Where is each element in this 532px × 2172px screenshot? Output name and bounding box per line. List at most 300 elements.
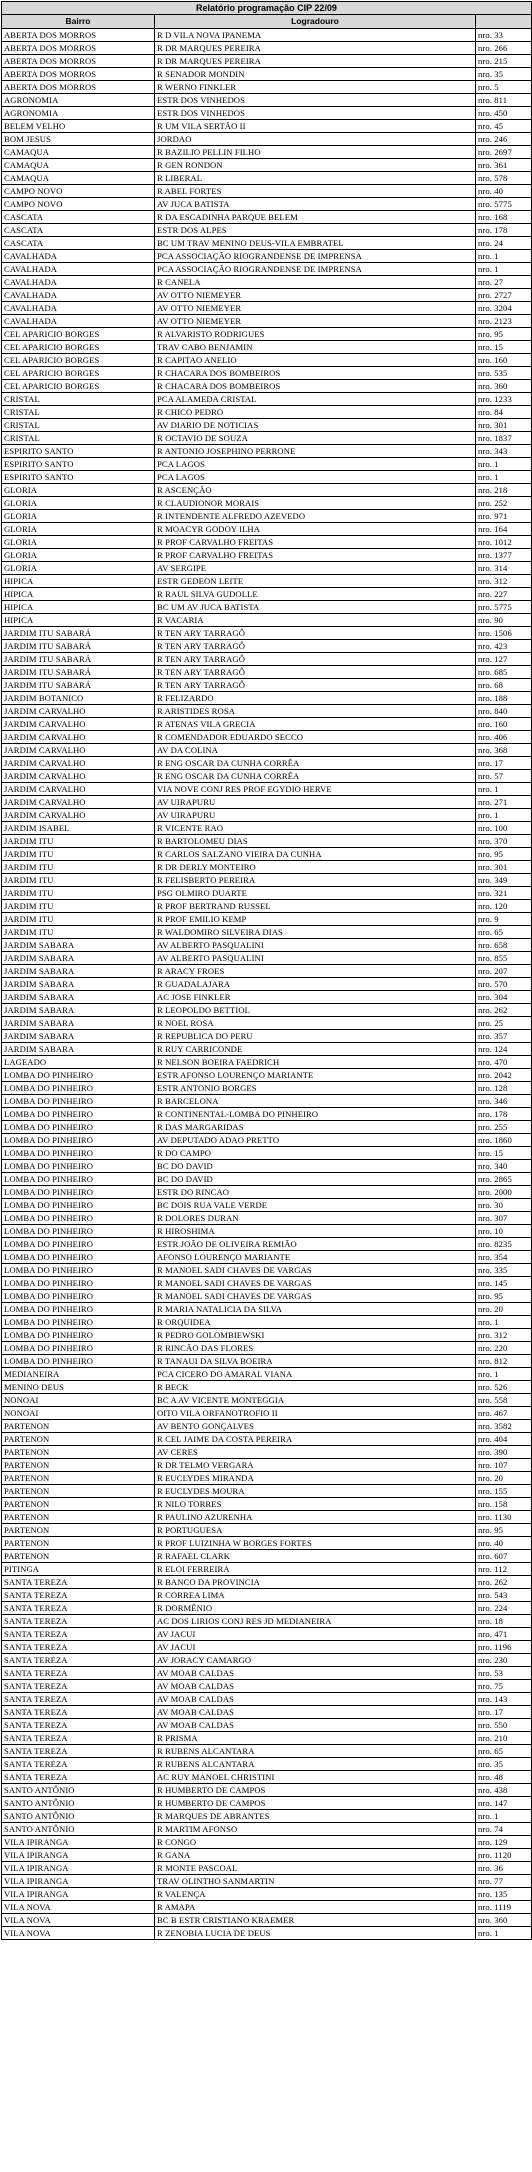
table-row: [2, 614, 532, 627]
cell-logradouro: R BECK: [155, 1381, 476, 1394]
table-row: [2, 42, 532, 55]
cell-logradouro: AV JUCA BATISTA: [155, 198, 476, 211]
table-row: [2, 1407, 532, 1420]
cell-numero: nro. 207: [476, 965, 532, 978]
table-row: [2, 497, 532, 510]
cell-numero: nro. 1377: [476, 549, 532, 562]
cell-logradouro: BC DO DAVID: [155, 1160, 476, 1173]
cell-numero: nro. 467: [476, 1407, 532, 1420]
table-row: [2, 393, 532, 406]
table-row: [2, 484, 532, 497]
cell-logradouro: R RUBENS ALCANTARA: [155, 1745, 476, 1758]
cell-bairro: AGRONOMIA: [2, 94, 155, 107]
cell-bairro: ESPIRITO SANTO: [2, 458, 155, 471]
cell-logradouro: AV DA COLINA: [155, 744, 476, 757]
cell-bairro: CAVALHADA: [2, 276, 155, 289]
cell-bairro: JARDIM ITU: [2, 887, 155, 900]
table-row: [2, 900, 532, 913]
table-row: [2, 1199, 532, 1212]
cell-bairro: VILA NOVA: [2, 1927, 155, 1940]
cell-numero: nro. 5: [476, 81, 532, 94]
cell-bairro: CEL APARICIO BORGES: [2, 341, 155, 354]
cell-numero: nro. 1: [476, 809, 532, 822]
table-row: [2, 1667, 532, 1680]
table-row: [2, 757, 532, 770]
cell-bairro: JARDIM ITU: [2, 861, 155, 874]
cell-logradouro: R MARIA NATALICIA DA SILVA: [155, 1303, 476, 1316]
cell-numero: nro. 971: [476, 510, 532, 523]
cell-logradouro: BC DO DAVID: [155, 1173, 476, 1186]
table-row: [2, 1381, 532, 1394]
cell-logradouro: VIA NOVE CONJ RES PROF EGYDIO HERVE: [155, 783, 476, 796]
table-row: [2, 1017, 532, 1030]
cell-bairro: LOMBA DO PINHEIRO: [2, 1303, 155, 1316]
cell-numero: nro. 343: [476, 445, 532, 458]
cell-logradouro: BC A AV VICENTE MONTEGGIA: [155, 1394, 476, 1407]
cell-logradouro: R RAUL SILVA GUDOLLE: [155, 588, 476, 601]
table-row: [2, 575, 532, 588]
table-row: [2, 1225, 532, 1238]
cell-numero: nro. 168: [476, 211, 532, 224]
cell-logradouro: AV MOAB CALDAS: [155, 1680, 476, 1693]
cell-numero: nro. 535: [476, 367, 532, 380]
cell-logradouro: R DR DERLY MONTEIRO: [155, 861, 476, 874]
table-row: [2, 133, 532, 146]
cell-bairro: JARDIM ITU SABARÁ: [2, 666, 155, 679]
cell-numero: nro. 812: [476, 1355, 532, 1368]
table-row: [2, 1706, 532, 1719]
table-row: [2, 29, 532, 42]
cell-numero: nro. 1: [476, 783, 532, 796]
cell-logradouro: R HIROSHIMA: [155, 1225, 476, 1238]
table-row: [2, 1316, 532, 1329]
cell-bairro: VILA NOVA: [2, 1914, 155, 1927]
cell-numero: nro. 570: [476, 978, 532, 991]
cell-logradouro: R HUMBERTO DE CAMPOS: [155, 1784, 476, 1797]
cell-logradouro: R PROF CARVALHO FREITAS: [155, 536, 476, 549]
cell-numero: nro. 95: [476, 1290, 532, 1303]
cell-bairro: SANTA TEREZA: [2, 1589, 155, 1602]
cell-logradouro: BC UM TRAV MENINO DEUS-VILA EMBRATEL: [155, 237, 476, 250]
table-row: [2, 445, 532, 458]
table-row: [2, 679, 532, 692]
cell-bairro: JARDIM SABARA: [2, 991, 155, 1004]
cell-logradouro: R ARACY FROES: [155, 965, 476, 978]
cell-numero: nro. 36: [476, 1862, 532, 1875]
cell-logradouro: R LIBERAL: [155, 172, 476, 185]
cell-logradouro: R CONTINENTAL-LOMBA DO PINHEIRO: [155, 1108, 476, 1121]
cell-numero: nro. 360: [476, 380, 532, 393]
table-row: [2, 523, 532, 536]
cell-bairro: ABERTA DOS MORROS: [2, 55, 155, 68]
table-row: [2, 159, 532, 172]
cell-bairro: SANTA TEREZA: [2, 1667, 155, 1680]
cell-numero: nro. 127: [476, 653, 532, 666]
cell-bairro: LOMBA DO PINHEIRO: [2, 1342, 155, 1355]
cell-bairro: LOMBA DO PINHEIRO: [2, 1095, 155, 1108]
cell-bairro: JARDIM CARVALHO: [2, 757, 155, 770]
cell-logradouro: R ANTONIO JOSEPHINO PERRONE: [155, 445, 476, 458]
cell-bairro: PARTENON: [2, 1459, 155, 1472]
table-row: [2, 874, 532, 887]
cell-bairro: LOMBA DO PINHEIRO: [2, 1251, 155, 1264]
cell-logradouro: R ORQUIDEA: [155, 1316, 476, 1329]
cell-logradouro: AV OTTO NIEMEYER: [155, 315, 476, 328]
cell-bairro: SANTA TEREZA: [2, 1654, 155, 1667]
cell-logradouro: AV OTTO NIEMEYER: [155, 302, 476, 315]
cell-logradouro: R MOACYR GODOY ILHA: [155, 523, 476, 536]
cell-numero: nro. 658: [476, 939, 532, 952]
cell-bairro: AGRONOMIA: [2, 107, 155, 120]
cell-numero: nro. 3582: [476, 1420, 532, 1433]
cell-numero: nro. 95: [476, 328, 532, 341]
cell-numero: nro. 246: [476, 133, 532, 146]
cell-logradouro: R ELOI FERREIRA: [155, 1563, 476, 1576]
cell-logradouro: BC UM AV JUCA BATISTA: [155, 601, 476, 614]
cell-numero: nro. 75: [476, 1680, 532, 1693]
cell-bairro: JARDIM ITU: [2, 926, 155, 939]
cell-numero: nro. 2727: [476, 289, 532, 302]
cell-bairro: VILA IPIRANGA: [2, 1836, 155, 1849]
table-row: [2, 94, 532, 107]
cell-numero: nro. 1196: [476, 1641, 532, 1654]
cell-numero: nro. 160: [476, 354, 532, 367]
table-row: [2, 1433, 532, 1446]
cell-logradouro: R TEN ARY TARRAGÔ: [155, 653, 476, 666]
cell-bairro: ESPIRITO SANTO: [2, 471, 155, 484]
cell-numero: nro. 1506: [476, 627, 532, 640]
cell-numero: nro. 57: [476, 770, 532, 783]
table-row: [2, 1628, 532, 1641]
cell-bairro: JARDIM ITU: [2, 913, 155, 926]
cell-numero: nro. 1: [476, 1316, 532, 1329]
table-row: [2, 1472, 532, 1485]
cell-logradouro: R DR TELMO VERGARA: [155, 1459, 476, 1472]
table-row: [2, 224, 532, 237]
cell-bairro: JARDIM SABARA: [2, 952, 155, 965]
table-row: [2, 1056, 532, 1069]
cell-numero: nro. 321: [476, 887, 532, 900]
cell-numero: nro. 1860: [476, 1134, 532, 1147]
cell-bairro: CAVALHADA: [2, 315, 155, 328]
cell-bairro: VILA IPIRANGA: [2, 1888, 155, 1901]
cell-bairro: PARTENON: [2, 1511, 155, 1524]
cell-logradouro: R RINCÃO DAS FLORES: [155, 1342, 476, 1355]
cell-bairro: JARDIM CARVALHO: [2, 731, 155, 744]
table-row: [2, 354, 532, 367]
cell-numero: nro. 2000: [476, 1186, 532, 1199]
cell-logradouro: AC DOS LIRIOS CONJ RES JD MEDIANEIRA: [155, 1615, 476, 1628]
table-row: [2, 458, 532, 471]
cell-numero: nro. 1119: [476, 1901, 532, 1914]
table-row: [2, 1524, 532, 1537]
table-row: [2, 1719, 532, 1732]
cell-bairro: SANTO ANTÔNIO: [2, 1823, 155, 1836]
cell-bairro: HIPICA: [2, 588, 155, 601]
table-row: [2, 302, 532, 315]
cell-numero: nro. 450: [476, 107, 532, 120]
cell-bairro: CAVALHADA: [2, 263, 155, 276]
cell-logradouro: AV UIRAPURU: [155, 809, 476, 822]
cell-logradouro: PCA CICERO DO AMARAL VIANA: [155, 1368, 476, 1381]
table-row: [2, 146, 532, 159]
cell-bairro: GLORIA: [2, 536, 155, 549]
cell-numero: nro. 25: [476, 1017, 532, 1030]
table-row: [2, 172, 532, 185]
table-body: [2, 29, 532, 1940]
cell-bairro: SANTA TEREZA: [2, 1576, 155, 1589]
cell-logradouro: R ARISTIDES ROSA: [155, 705, 476, 718]
cell-numero: nro. 314: [476, 562, 532, 575]
cell-bairro: VILA IPIRANGA: [2, 1875, 155, 1888]
cell-bairro: MENINO DEUS: [2, 1381, 155, 1394]
cell-logradouro: R DR MARQUES PEREIRA: [155, 42, 476, 55]
cell-bairro: BELEM VELHO: [2, 120, 155, 133]
cell-logradouro: ESTR ANTONIO BORGES: [155, 1082, 476, 1095]
cell-logradouro: AV MOAB CALDAS: [155, 1693, 476, 1706]
cell-bairro: JARDIM CARVALHO: [2, 718, 155, 731]
cell-numero: nro. 84: [476, 406, 532, 419]
cell-logradouro: R CEL JAIME DA COSTA PEREIRA: [155, 1433, 476, 1446]
table-row: [2, 1212, 532, 1225]
cell-numero: nro. 77: [476, 1875, 532, 1888]
table-row: [2, 978, 532, 991]
table-row: [2, 601, 532, 614]
table-row: [2, 627, 532, 640]
table-row: [2, 1576, 532, 1589]
cell-bairro: JARDIM SABARA: [2, 965, 155, 978]
cell-numero: nro. 1: [476, 1368, 532, 1381]
table-row: [2, 198, 532, 211]
cell-bairro: CEL APARICIO BORGES: [2, 367, 155, 380]
cell-numero: nro. 220: [476, 1342, 532, 1355]
cell-bairro: CEL APARICIO BORGES: [2, 380, 155, 393]
table-row: [2, 432, 532, 445]
table-row: [2, 1654, 532, 1667]
table-row: [2, 1888, 532, 1901]
table-row: [2, 1394, 532, 1407]
cell-logradouro: R ENG OSCAR DA CUNHA CORRÊA: [155, 757, 476, 770]
cell-bairro: CAMPO NOVO: [2, 198, 155, 211]
cell-bairro: JARDIM ITU SABARÁ: [2, 679, 155, 692]
cell-bairro: PARTENON: [2, 1433, 155, 1446]
cell-bairro: SANTA TEREZA: [2, 1693, 155, 1706]
cell-numero: nro. 224: [476, 1602, 532, 1615]
cell-bairro: SANTA TEREZA: [2, 1680, 155, 1693]
cell-bairro: JARDIM CARVALHO: [2, 809, 155, 822]
cell-bairro: JARDIM ITU: [2, 848, 155, 861]
cell-logradouro: R PEDRO GOLOMBIEWSKI: [155, 1329, 476, 1342]
table-row: [2, 1589, 532, 1602]
table-row: [2, 1927, 532, 1940]
table-row: [2, 1329, 532, 1342]
cell-logradouro: AV MOAB CALDAS: [155, 1706, 476, 1719]
cell-bairro: LOMBA DO PINHEIRO: [2, 1082, 155, 1095]
cell-logradouro: R MARQUES DE ABRANTES: [155, 1810, 476, 1823]
cell-bairro: LOMBA DO PINHEIRO: [2, 1121, 155, 1134]
cell-numero: nro. 68: [476, 679, 532, 692]
cell-logradouro: R CORREA LIMA: [155, 1589, 476, 1602]
cell-numero: nro. 406: [476, 731, 532, 744]
cell-numero: nro. 1: [476, 263, 532, 276]
cell-logradouro: AV UIRAPURU: [155, 796, 476, 809]
cell-bairro: CAVALHADA: [2, 250, 155, 263]
cell-numero: nro. 304: [476, 991, 532, 1004]
table-row: [2, 1693, 532, 1706]
cell-bairro: SANTA TEREZA: [2, 1602, 155, 1615]
cell-bairro: SANTO ANTÔNIO: [2, 1810, 155, 1823]
cell-logradouro: R DA ESCADINHA PARQUE BELEM: [155, 211, 476, 224]
cell-logradouro: R PROF CARVALHO FREITAS: [155, 549, 476, 562]
cell-logradouro: R VACARIA: [155, 614, 476, 627]
cell-numero: nro. 390: [476, 1446, 532, 1459]
cell-logradouro: R NILO TORRES: [155, 1498, 476, 1511]
cell-numero: nro. 164: [476, 523, 532, 536]
cell-logradouro: R RAFAEL CLARK: [155, 1550, 476, 1563]
cell-numero: nro. 17: [476, 757, 532, 770]
table-row: [2, 1160, 532, 1173]
cell-numero: nro. 685: [476, 666, 532, 679]
cell-bairro: JARDIM CARVALHO: [2, 770, 155, 783]
cell-numero: nro. 100: [476, 822, 532, 835]
table-row: [2, 237, 532, 250]
table-row: [2, 1355, 532, 1368]
table-row: [2, 107, 532, 120]
cell-bairro: CAVALHADA: [2, 289, 155, 302]
cell-bairro: VILA IPIRANGA: [2, 1849, 155, 1862]
cell-numero: nro. 526: [476, 1381, 532, 1394]
cell-numero: nro. 158: [476, 1498, 532, 1511]
table-row: [2, 68, 532, 81]
cell-numero: nro. 210: [476, 1732, 532, 1745]
cell-bairro: HIPICA: [2, 575, 155, 588]
cell-numero: nro. 17: [476, 1706, 532, 1719]
table-row: [2, 1251, 532, 1264]
cell-numero: nro. 312: [476, 1329, 532, 1342]
table-row: [2, 705, 532, 718]
cell-logradouro: R D VILA NOVA IPANEMA: [155, 29, 476, 42]
cell-bairro: VILA NOVA: [2, 1901, 155, 1914]
cell-logradouro: R GANA: [155, 1849, 476, 1862]
cell-logradouro: AFONSO LOURENÇO MARIANTE: [155, 1251, 476, 1264]
cell-numero: nro. 120: [476, 900, 532, 913]
cell-numero: nro. 227: [476, 588, 532, 601]
cell-bairro: MEDIANEIRA: [2, 1368, 155, 1381]
table-row: [2, 1186, 532, 1199]
cell-logradouro: R CONGO: [155, 1836, 476, 1849]
cell-numero: nro. 558: [476, 1394, 532, 1407]
cell-logradouro: R PROF BERTRAND RUSSEL: [155, 900, 476, 913]
table-row: [2, 276, 532, 289]
table-row: [2, 1537, 532, 1550]
cell-bairro: SANTA TEREZA: [2, 1771, 155, 1784]
cell-logradouro: ESTR DOS VINHEDOS: [155, 107, 476, 120]
cell-numero: nro. 361: [476, 159, 532, 172]
cell-bairro: PARTENON: [2, 1524, 155, 1537]
cell-numero: nro. 349: [476, 874, 532, 887]
cell-bairro: PARTENON: [2, 1446, 155, 1459]
cell-logradouro: R TANAUI DA SILVA BOEIRA: [155, 1355, 476, 1368]
cell-numero: nro. 10: [476, 1225, 532, 1238]
cell-logradouro: R ENG OSCAR DA CUNHA CORRÊA: [155, 770, 476, 783]
cell-logradouro: R ATENAS VILA GRECIA: [155, 718, 476, 731]
table-row: [2, 1602, 532, 1615]
cell-numero: nro. 255: [476, 1121, 532, 1134]
cell-numero: nro. 2697: [476, 146, 532, 159]
cell-logradouro: R BARTOLOMEU DIAS: [155, 835, 476, 848]
cell-logradouro: R CAPITAO ANELIO: [155, 354, 476, 367]
cell-numero: nro. 404: [476, 1433, 532, 1446]
cell-bairro: GLORIA: [2, 510, 155, 523]
cell-logradouro: PSG OLMIRO DUARTE: [155, 887, 476, 900]
cell-numero: nro. 218: [476, 484, 532, 497]
table-row: [2, 1849, 532, 1862]
cell-bairro: SANTA TEREZA: [2, 1719, 155, 1732]
cell-numero: nro. 1: [476, 471, 532, 484]
cell-numero: nro. 5775: [476, 601, 532, 614]
cell-numero: nro. 360: [476, 1914, 532, 1927]
cell-numero: nro. 262: [476, 1004, 532, 1017]
cell-logradouro: R EUCLYDES MOURA: [155, 1485, 476, 1498]
cell-bairro: BOM JESUS: [2, 133, 155, 146]
cell-numero: nro. 35: [476, 1758, 532, 1771]
table-row: [2, 952, 532, 965]
cell-numero: nro. 15: [476, 1147, 532, 1160]
table-row: [2, 887, 532, 900]
table-row: [2, 1277, 532, 1290]
cell-logradouro: R ASCENÇÃO: [155, 484, 476, 497]
cell-numero: nro. 107: [476, 1459, 532, 1472]
cell-numero: nro. 135: [476, 1888, 532, 1901]
cell-bairro: CRISTAL: [2, 432, 155, 445]
cell-logradouro: R BAZILIO PELLIN FILHO: [155, 146, 476, 159]
table-row: [2, 1615, 532, 1628]
table-row: [2, 1173, 532, 1186]
cell-logradouro: R AMAPA: [155, 1901, 476, 1914]
cell-bairro: SANTA TEREZA: [2, 1615, 155, 1628]
table-row: [2, 1290, 532, 1303]
cell-bairro: CASCATA: [2, 237, 155, 250]
table-row: [2, 744, 532, 757]
cell-bairro: PARTENON: [2, 1550, 155, 1563]
cell-bairro: SANTA TEREZA: [2, 1641, 155, 1654]
cell-logradouro: R ZENOBIA LUCIA DE DEUS: [155, 1927, 476, 1940]
cip-programming-table: [1, 1, 532, 1940]
table-row: [2, 1108, 532, 1121]
cell-numero: nro. 160: [476, 718, 532, 731]
cell-numero: nro. 40: [476, 1537, 532, 1550]
table-row: [2, 1264, 532, 1277]
cell-logradouro: BC DOIS RUA VALE VERDE: [155, 1199, 476, 1212]
table-row: [2, 1030, 532, 1043]
cell-bairro: JARDIM CARVALHO: [2, 705, 155, 718]
cell-bairro: PITINGA: [2, 1563, 155, 1576]
table-row: [2, 1095, 532, 1108]
cell-numero: nro. 550: [476, 1719, 532, 1732]
table-row: [2, 1485, 532, 1498]
cell-bairro: LOMBA DO PINHEIRO: [2, 1225, 155, 1238]
table-row: [2, 1901, 532, 1914]
cell-logradouro: R TEN ARY TARRAGÔ: [155, 679, 476, 692]
cell-bairro: CRISTAL: [2, 419, 155, 432]
table-row: [2, 1732, 532, 1745]
cell-numero: nro. 15: [476, 341, 532, 354]
cell-numero: nro. 1012: [476, 536, 532, 549]
table-row: [2, 536, 532, 549]
table-row: [2, 1797, 532, 1810]
cell-logradouro: R DO CAMPO: [155, 1147, 476, 1160]
cell-numero: nro. 2123: [476, 315, 532, 328]
